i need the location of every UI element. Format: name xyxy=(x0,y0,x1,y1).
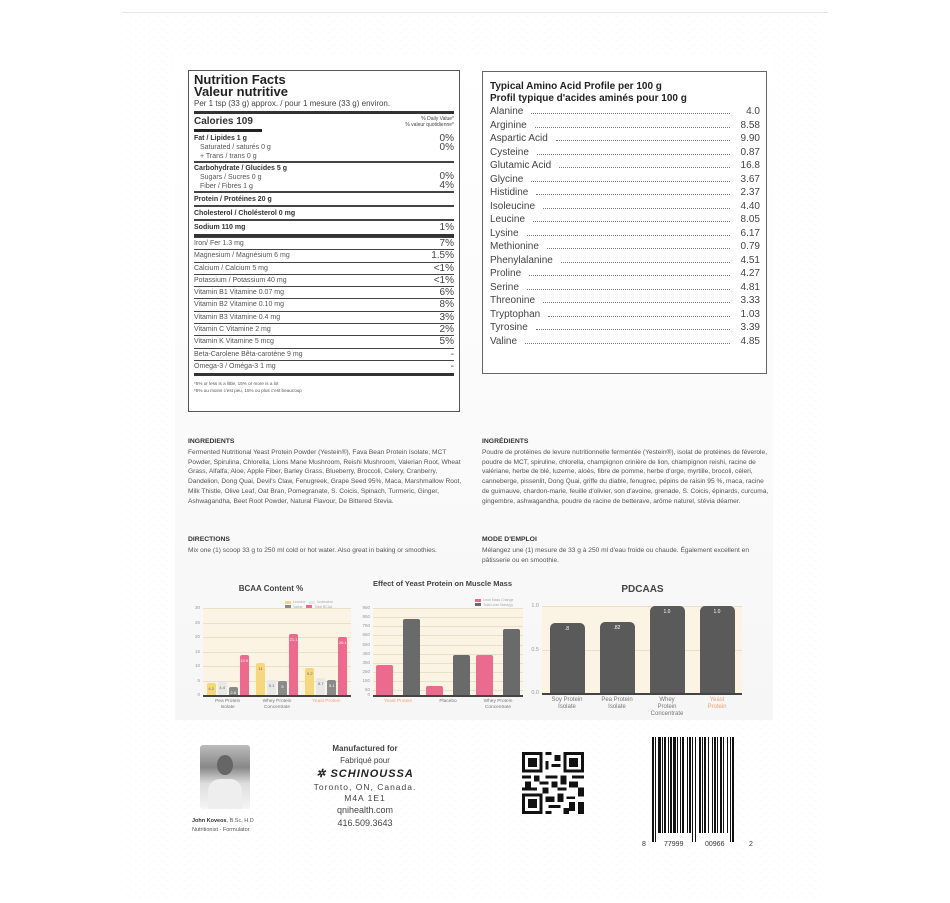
nf-mineral-row: Beta-Carolene Bêta-carotène 9 mg - xyxy=(194,348,454,360)
nutritionist-photo xyxy=(200,745,250,809)
bar-value-label: 20.1 xyxy=(338,639,347,645)
y-tick-label: 0.0 xyxy=(531,690,539,696)
bar-value-label: 4.4 xyxy=(219,685,225,691)
legend-swatch xyxy=(475,599,481,602)
y-tick-label: 150 xyxy=(362,678,370,684)
amino-value: 9.90 xyxy=(740,133,760,144)
nf-mineral-row: Magnesium / Magnésium 6 mg 1.5% xyxy=(194,250,454,262)
pdcaas-chart xyxy=(520,578,765,717)
chart-bar xyxy=(289,634,298,695)
bar-value-label: .82 xyxy=(613,624,621,631)
qr-code-icon[interactable] xyxy=(522,752,584,814)
nf-mineral-row: Potassium / Potassium 40 mg <1% xyxy=(194,274,454,286)
y-tick-label: 20 xyxy=(194,634,200,639)
chart-bar xyxy=(426,686,443,695)
amino-title-en: Typical Amino Acid Profile per 100 g xyxy=(490,81,662,92)
nf-saturated: Saturated / saturés 0 g xyxy=(200,144,271,151)
amino-name: Aspartic Acid xyxy=(490,133,548,144)
leader-dots xyxy=(548,316,730,317)
amino-value: 3.39 xyxy=(740,322,760,333)
bcaa-chart xyxy=(185,578,357,713)
amino-value: 6.17 xyxy=(740,227,760,239)
amino-row xyxy=(490,105,760,119)
leader-dots xyxy=(536,194,730,195)
amino-value: 3.67 xyxy=(740,173,760,185)
bar-value-label: 13.9 xyxy=(240,657,249,663)
nf-sugars: Sugars / Sucres 0 g xyxy=(200,174,262,181)
gridline xyxy=(373,626,523,627)
amino-row xyxy=(490,308,760,322)
amino-row xyxy=(490,267,760,281)
amino-value: 4.81 xyxy=(740,281,760,293)
y-tick-label: 550 xyxy=(362,641,370,647)
amino-row xyxy=(490,240,760,254)
x-category-label: Yeast Protein xyxy=(707,697,727,710)
chart-bar xyxy=(256,663,265,695)
bar-value-label: 9.2 xyxy=(307,671,313,677)
gridline xyxy=(373,663,523,664)
legend-swatch xyxy=(475,603,481,606)
bar-value-label: 5.1 xyxy=(329,683,335,689)
y-tick-label: 0 xyxy=(197,692,200,697)
gridline xyxy=(373,635,523,636)
amino-value: 8.05 xyxy=(740,214,760,225)
y-tick-label: 1.0 xyxy=(531,603,539,609)
gridline xyxy=(373,608,523,609)
amino-value: 3.33 xyxy=(740,295,760,306)
y-tick-label: 5 xyxy=(197,677,200,683)
amino-row xyxy=(490,132,760,146)
y-tick-label: 30 xyxy=(194,605,200,610)
gridline xyxy=(373,681,523,682)
amino-row xyxy=(490,146,760,160)
amino-value: 4.85 xyxy=(740,335,760,347)
y-tick-label: 450 xyxy=(362,650,370,656)
muscle-mass-chart xyxy=(355,576,530,713)
leader-dots xyxy=(527,289,730,290)
nf-sodium: Sodium 110 mg xyxy=(194,224,246,231)
chart-legend: Leucine Isoleucine Valine Total BCAA xyxy=(285,600,355,609)
nf-protein: Protein / Protéines 20 g xyxy=(194,196,272,203)
leader-dots xyxy=(531,113,730,114)
plot-area xyxy=(373,608,523,695)
bar-value-label: 5.1 xyxy=(268,683,275,689)
phone-number: 416.509.3643 xyxy=(337,818,393,828)
amino-row xyxy=(490,321,760,335)
y-tick-label: 950 xyxy=(362,605,370,610)
leader-dots xyxy=(535,127,730,128)
barcode: 8 77999 00966 2 xyxy=(642,737,756,857)
y-tick-label: 0.5 xyxy=(531,646,539,653)
chart-bar xyxy=(453,655,470,695)
y-tick-label: 650 xyxy=(362,632,370,638)
nf-minerals-list xyxy=(194,237,454,372)
x-axis xyxy=(542,693,742,695)
bar-value-label: 5 xyxy=(281,683,284,689)
amino-name: Valine xyxy=(490,335,518,347)
chart-bar xyxy=(600,622,635,693)
gridline xyxy=(373,654,523,655)
chart-bar xyxy=(278,681,287,696)
legend-swatch xyxy=(285,605,291,608)
amino-row xyxy=(490,200,760,214)
chart-bar xyxy=(550,623,585,693)
chart-title: PDCAAS xyxy=(621,584,664,595)
leader-dots xyxy=(559,167,730,168)
x-category-label: Whey Protein Concentrate xyxy=(262,699,292,710)
amino-row xyxy=(490,159,760,173)
amino-name: Glycine xyxy=(490,173,524,185)
chart-bar xyxy=(240,655,249,695)
leader-dots xyxy=(533,221,730,222)
amino-name: Cysteine xyxy=(490,146,529,158)
chart-bar xyxy=(229,687,238,695)
nf-mineral-row: Iron/ Fer 1.3 mg 7% xyxy=(194,238,454,249)
nf-dv-fr: % valeur quotidienne* xyxy=(405,122,454,128)
amino-value: 2.37 xyxy=(740,187,760,198)
legend-swatch xyxy=(306,605,312,608)
amino-value: 0.79 xyxy=(740,241,760,252)
nf-serving: Per 1 tsp (33 g) approx. / pour 1 mesure (33 g) environ. xyxy=(194,98,454,114)
legend-swatch xyxy=(309,601,315,604)
gridline xyxy=(373,645,523,646)
plot-area xyxy=(203,608,351,695)
amino-value: 4.51 xyxy=(740,254,760,266)
leader-dots xyxy=(556,140,730,141)
x-category-label: Pea Protein Isolate xyxy=(215,699,241,710)
gridline xyxy=(203,652,351,653)
amino-name: Lysine xyxy=(490,227,519,239)
bar-value-label: 2.8 xyxy=(230,689,236,695)
leader-dots xyxy=(543,302,730,303)
gridline xyxy=(203,637,351,638)
amino-name: Methionine xyxy=(490,241,539,252)
nf-carb: Carbohydrate / Glucides 5 g xyxy=(194,165,287,172)
nf-mineral-row: Omega-3 / Oméga-3 1 mg - xyxy=(194,360,454,372)
nutritionist-credit: John Koveos, B.Sc, H.D Nutritionist - Formulator xyxy=(192,818,254,833)
amino-row xyxy=(490,173,760,187)
chart-bar xyxy=(267,680,276,695)
nf-mineral-row: Vitamin K Vitamine 5 mcg 5% xyxy=(194,336,454,348)
amino-name: Tryptophan xyxy=(490,308,541,320)
chart-bar xyxy=(305,668,314,695)
nf-title-fr: Valeur nutritive xyxy=(194,84,288,99)
y-tick-label: 10 xyxy=(194,663,200,668)
ingredients-fr: INGRÉDIENTS Poudre de protéines de levure nutritionnelle fermentée (Yestein®), isolat de protéines de féverole, poudre de MCT, spiruline, chlorella, champignon crinière de lion, champignon reishi, racine de valériane, herbe de blé, luzerne, aloès, fibre de pomme, herbe d'orge, myrtille, brocoli, céleri, canneberge, pissenlit, Dong Quai, griffe du diable, fenugrec, pépins de raisin 95 %, maca, racine de guimauve, chardon-marie, feuille d'olivier, son d'avoine, grenade, S. Coicis, épinards, curcuma, gingembre, ashwagandha, poudre de racine de betterave, arôme naturel, stévia déamer. xyxy=(482,438,769,505)
amino-name: Phenylalanine xyxy=(490,254,553,266)
nf-cholesterol: Cholesterol / Cholésterol 0 mg xyxy=(194,210,296,217)
brand-logo: ✲ SCHINOUSSA xyxy=(316,768,414,780)
amino-row xyxy=(490,294,760,308)
brand-star-icon: ✲ xyxy=(316,768,331,780)
bar-value-label: 5.7 xyxy=(318,681,324,687)
amino-name: Arginine xyxy=(490,119,527,131)
x-category-label: Soy Protein Isolate xyxy=(551,697,583,710)
x-category-label: Yeast Protein xyxy=(383,699,413,704)
y-tick-label: 850 xyxy=(362,614,370,620)
y-tick-label: 250 xyxy=(362,669,370,675)
x-category-label: Yeast Protein xyxy=(312,699,341,704)
chart-bar xyxy=(316,678,325,695)
nf-mineral-row: Vitamin B1 Vitamine 0.07 mg 6% xyxy=(194,287,454,299)
amino-value: 0.87 xyxy=(740,146,760,158)
website-link[interactable]: qnihealth.com xyxy=(336,805,394,815)
nf-title-en: Nutrition Facts xyxy=(194,72,286,87)
x-category-label: Placebo xyxy=(439,699,457,704)
nf-mineral-row: Vitamin B3 Vitamine 0.4 mg 3% xyxy=(194,311,454,323)
chart-bar xyxy=(476,655,493,695)
bar-value-label: 11 xyxy=(258,666,263,672)
amino-row xyxy=(490,281,760,295)
nf-mineral-row: Calcium / Calcium 5 mg <1% xyxy=(194,262,454,274)
nf-mineral-row: Vitamin B2 Vitamine 0.10 mg 8% xyxy=(194,299,454,311)
chart-title: Effect of Yeast Protein on Muscle Mass xyxy=(372,579,513,588)
x-category-label: Pea Protein Isolate xyxy=(601,697,633,710)
y-tick-label: 0 xyxy=(367,692,370,697)
calories-bar xyxy=(194,129,262,132)
chart-legend: Lean Mass Change Total Lean Mass(g) xyxy=(475,598,530,607)
amino-list xyxy=(490,105,760,348)
chart-title: BCAA Content % xyxy=(238,584,304,593)
ingredients-en: INGREDIENTS Fermented Nutritional Yeast Protein Powder (Yestein®), Fava Bean Protein Isolate, MCT Powder, Spirulina, Chlorella, Lions Mane Mushroom, Reishi Mushroom, Valerian Root, Wheat Grass, Alfalfa, Aloe, Apple Fiber, Barley Grass, Blueberry, Broccoli, Celery, Cranberry, Dandelion, Dong Quai, Devil's Claw, Fenugreek, Grape Seed 95%, Maca, Marshmallow Root, Milk Thistle, Olive Leaf, Oat Bran, Pomegranate, S. Coicis, Spinach, Turmeric, Ginger, Ashwagandha, Beet Root Powder, Natural Flavour, De Bittered Stevia. xyxy=(188,438,462,505)
nf-calories: Calories 109 xyxy=(194,116,253,127)
plot-area xyxy=(542,606,742,693)
leader-dots xyxy=(537,154,730,155)
nutrition-facts-table: Nutrition Facts Valeur nutritive Per 1 tsp (33 g) approx. / pour 1 mesure (33 g) environ. Calories 109 % Daily Value* % valeur quotidienne* Fat / Lipides 1 g 0% Saturated / saturés 0 g 0% + Trans / trans 0 g Carbohydrate / Glucides 5 g Sugars / Sucres 0 g 0% Fiber / Fibres 1 g 4% Protein / Protéines 20 g Cholesterol / Cholésterol 0 mg Sodium 110 mg 1% Iron/ Fer 1.3 mg 7% Magnesium / Magnésium 6 mg 1.5% Calcium / Calcium 5 mg <1% Potassium / Potassium 40 mg <1% Vitamin B1 Vitamine 0.07 mg 6% Vitamin B2 Vitamine 0.10 mg 8% Vitamin B3 Vitamine 0.4 mg 3% Vitamin C Vitamine 2 mg 2% Vitamin K Vitamine 5 mcg 5% Beta-Carolene Bêta-carotène 9 mg - Omega-3 / Oméga-3 1 mg - *5% or less is a little, 15% or more is a lot *5% ou moins c'est peu, 15% ou plus c'est beaucoup xyxy=(188,70,460,412)
amino-name: Histidine xyxy=(490,187,529,198)
chart-bar xyxy=(403,619,420,695)
bar-value-label: 1.0 xyxy=(713,609,721,615)
y-tick-label: 750 xyxy=(362,623,370,629)
directions-fr: MODE D'EMPLOI Mélangez une (1) mesure de 33 g à 250 ml d'eau froide ou chaude. Également excellent en pâtisserie ou en smoothie. xyxy=(482,536,750,564)
chart-bar xyxy=(700,606,735,693)
leader-dots xyxy=(527,235,730,236)
amino-name: Threonine xyxy=(490,295,536,306)
gridline xyxy=(373,690,523,691)
gridline xyxy=(203,666,351,667)
amino-name: Isoleucine xyxy=(490,200,536,212)
leader-dots xyxy=(561,262,730,263)
chart-bar xyxy=(327,680,336,695)
amino-value: 8.58 xyxy=(740,119,760,131)
chart-bar xyxy=(218,682,227,695)
amino-name: Tyrosine xyxy=(490,322,528,333)
leader-dots xyxy=(525,343,730,344)
nf-mineral-row: Vitamin C Vitamine 2 mg 2% xyxy=(194,324,454,336)
y-tick-label: 15 xyxy=(194,648,200,654)
amino-value: 4.27 xyxy=(740,268,760,279)
chart-bar xyxy=(376,665,393,695)
amino-row xyxy=(490,227,760,241)
y-tick-label: 25 xyxy=(194,619,200,625)
bar-value-label: 1.0 xyxy=(663,609,671,615)
gridline xyxy=(373,672,523,673)
chart-bar xyxy=(503,629,520,695)
nf-fiber: Fiber / Fibres 1 g xyxy=(200,183,253,190)
amino-acid-profile xyxy=(482,71,767,374)
chart-bar xyxy=(338,637,347,695)
amino-name: Glutamic Acid xyxy=(490,160,552,171)
amino-name: Alanine xyxy=(490,106,524,117)
bar-value-label: 21.1 xyxy=(289,636,298,642)
amino-name: Serine xyxy=(490,281,519,293)
gridline xyxy=(373,617,523,618)
y-tick-label: 50 xyxy=(364,687,370,693)
amino-row xyxy=(490,335,760,349)
manufacturer-info: Manufactured for Fabriqué pour ✲ SCHINOUSSA Toronto, ON, Canada. M4A 1E1 qnihealth.com 416.509.3643 xyxy=(300,743,430,830)
amino-title-fr: Profil typique d'acides aminés pour 100 g xyxy=(490,93,687,104)
leader-dots xyxy=(529,275,730,276)
amino-value: 16.8 xyxy=(740,160,760,171)
leader-dots xyxy=(543,208,730,209)
amino-row xyxy=(490,119,760,133)
leader-dots xyxy=(547,248,730,249)
amino-value: 1.03 xyxy=(740,308,760,320)
chart-bar xyxy=(207,683,216,695)
x-axis xyxy=(373,695,523,697)
bar-value-label: 4.2 xyxy=(208,685,214,691)
nf-dv-en: % Daily Value* xyxy=(421,116,454,122)
directions-en: DIRECTIONS Mix one (1) scoop 33 g to 250 ml cold or hot water. Also great in baking or smoothies. xyxy=(188,536,437,554)
amino-value: 4.40 xyxy=(740,200,760,212)
bar-value-label: .8 xyxy=(564,626,570,633)
amino-name: Proline xyxy=(490,268,522,279)
amino-row xyxy=(490,254,760,268)
leader-dots xyxy=(531,181,730,182)
amino-name: Leucine xyxy=(490,214,526,225)
amino-value: 4.0 xyxy=(746,106,760,117)
gridline xyxy=(203,623,351,624)
nf-fat: Fat / Lipides 1 g xyxy=(194,135,247,142)
nf-trans: + Trans / trans 0 g xyxy=(200,153,257,160)
x-axis xyxy=(203,695,351,697)
x-category-label: Whey Protein Concentrate xyxy=(650,697,684,717)
legend-swatch xyxy=(285,601,291,604)
x-category-label: Whey Protein Concentrate xyxy=(483,699,513,710)
chart-bar xyxy=(650,606,685,693)
amino-row xyxy=(490,186,760,200)
nf-footnote: *5% or less is a little, 15% or more is a lot *5% ou moins c'est peu, 15% ou plus c'est beaucoup xyxy=(194,373,454,394)
y-tick-label: 350 xyxy=(362,659,370,665)
leader-dots xyxy=(536,329,730,330)
amino-row xyxy=(490,213,760,227)
